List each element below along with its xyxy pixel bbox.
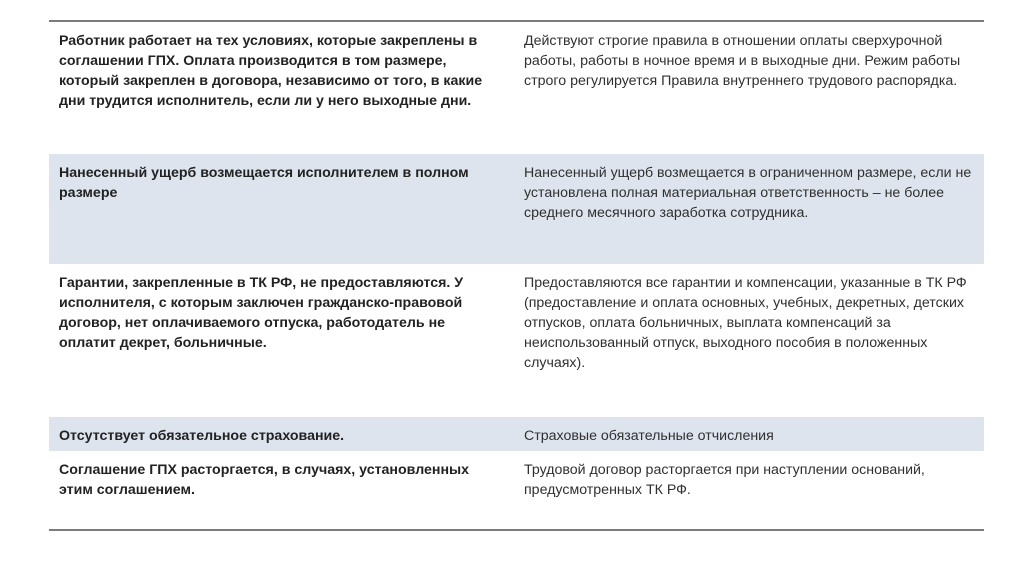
table-cell-right: Страховые обязательные отчисления: [524, 428, 774, 444]
table-cell-left: Гарантии, закрепленные в ТК РФ, не предоставляются. У исполнителя, с которым заключен гражданско-правовой договор, нет оплачиваемого отпуска, работодатель не оплатит декрет, больничные.: [59, 275, 464, 351]
table-row: [49, 22, 984, 154]
comparison-table: [49, 20, 984, 531]
table-cell-left: Соглашение ГПХ расторгается, в случаях, установленных этим соглашением.: [59, 462, 470, 498]
table-cell-right: Трудовой договор расторгается при наступлении оснований, предусмотренных ТК РФ.: [524, 462, 925, 498]
table-cell-right: Предоставляются все гарантии и компенсации, указанные в ТК РФ (предоставление и оплата основных, учебных, декретных, детских отпусков, оплата больничных, выплата компенсаций за неиспользованный отпуск, выходного пособия в положенных случаях).: [524, 275, 967, 371]
table-cell-right: Нанесенный ущерб возмещается в ограниченном размере, если не установлена полная материальная ответственность – не более среднего месячного заработка сотрудника.: [524, 165, 972, 221]
table-row: [49, 417, 984, 451]
table-row: [49, 154, 984, 264]
table-cell-right: Действуют строгие правила в отношении оплаты сверхурочной работы, работы в ночное время и в выходные дни. Режим работы строго регулируется Правила внутреннего трудового распорядка.: [524, 33, 961, 89]
table-row: [49, 264, 984, 417]
table-cell-left: Работник работает на тех условиях, которые закреплены в соглашении ГПХ. Оплата производится в том размере, который закреплен в договора, независимо от того, в какие дни трудится исполнитель, если ли у него выходные дни.: [59, 33, 483, 109]
table-cell-left: Отсутствует обязательное страхование.: [59, 428, 345, 444]
table-row: [49, 451, 984, 529]
table-cell-left: Нанесенный ущерб возмещается исполнителем в полном размере: [59, 165, 469, 201]
